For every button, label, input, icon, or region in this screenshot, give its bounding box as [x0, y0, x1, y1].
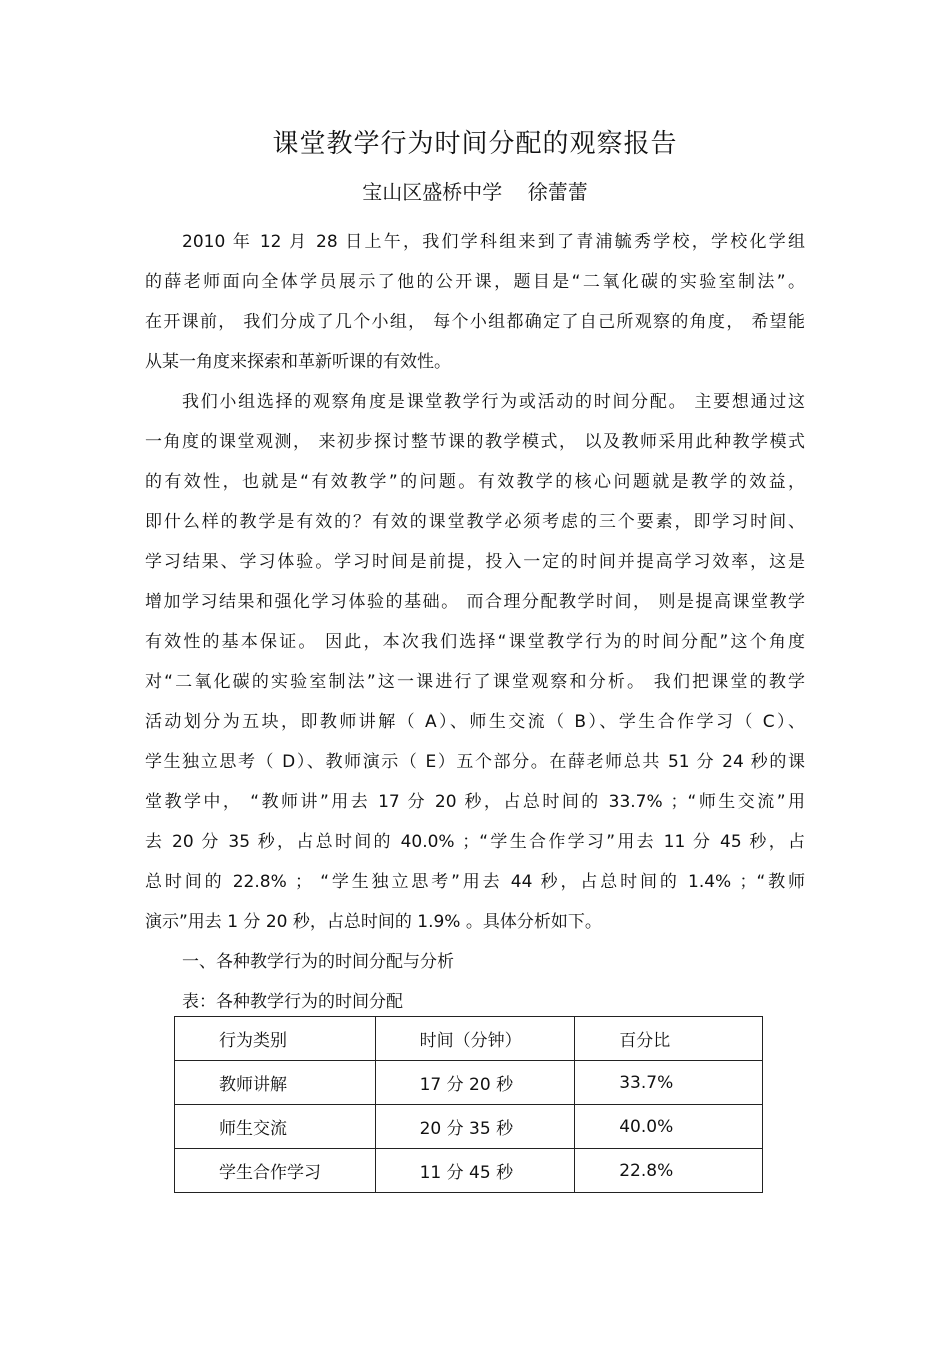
author-byline: 宝山区盛桥中学 徐蕾蕾 — [362, 180, 588, 204]
paragraph-2-line-11: 堂教学中， “教师讲”用去 17 分 20 秒，占总时间的 33.7% ；“师生交流”用 — [145, 792, 805, 812]
table-header-row — [175, 1017, 763, 1061]
paragraph-2-line-4: 即什么样的教学是有效的？有效的课堂教学必须考虑的三个要素，即学习时间、 — [145, 512, 805, 532]
time-allocation-table — [174, 1016, 763, 1193]
paragraph-2-line-6: 增加学习结果和强化学习体验的基础。 而合理分配教学时间， 则是提高课堂教学 — [145, 592, 805, 612]
table-row — [175, 1105, 763, 1149]
paragraph-2-line-14: 演示”用去 1 分 20 秒，占总时间的 1.9% 。具体分析如下。 — [145, 912, 602, 932]
paragraph-2-line-7: 有效性的基本保证。 因此，本次我们选择“课堂教学行为的时间分配”这个角度 — [145, 632, 805, 652]
header-cell-time: 时间（分钟） — [375, 1017, 575, 1061]
paragraph-1-line-1: 2010 年 12 月 28 日上午，我们学科组来到了青浦毓秀学校，学校化学组 — [182, 232, 805, 252]
paragraph-2-line-13: 总时间的 22.8% ； “学生独立思考”用去 44 秒，占总时间的 1.4% ；“教师 — [145, 872, 805, 892]
cell-category: 学生合作学习 — [175, 1149, 376, 1193]
cell-percent: 40.0% — [575, 1105, 763, 1149]
paragraph-2-line-8: 对“二氧化碳的实验室制法”这一课进行了课堂观察和分析。 我们把课堂的教学 — [145, 672, 805, 692]
cell-time: 17 分 20 秒 — [375, 1061, 575, 1105]
cell-time: 20 分 35 秒 — [375, 1105, 575, 1149]
header-cell-percent: 百分比 — [575, 1017, 763, 1061]
cell-time: 11 分 45 秒 — [375, 1149, 575, 1193]
document-title: 课堂教学行为时间分配的观察报告 — [272, 129, 678, 159]
paragraph-2-line-1: 我们小组选择的观察角度是课堂教学行为或活动的时间分配。 主要想通过这 — [182, 392, 805, 412]
paragraph-2-line-5: 学习结果、学习体验。学习时间是前提，投入一定的时间并提高学习效率，这是 — [145, 552, 805, 572]
cell-category: 师生交流 — [175, 1105, 376, 1149]
paragraph-1-line-2: 的薛老师面向全体学员展示了他的公开课，题目是“二氧化碳的实验室制法”。 — [145, 272, 805, 292]
table-caption: 表：各种教学行为的时间分配 — [182, 992, 403, 1012]
paragraph-1-line-4: 从某一角度来探索和革新听课的有效性。 — [145, 352, 451, 372]
paragraph-2-line-10: 学生独立思考（ D）、教师演示（ E）五个部分。在薛老师总共 51 分 24 秒的课 — [145, 752, 805, 772]
cell-category: 教师讲解 — [175, 1061, 376, 1105]
table-row — [175, 1149, 763, 1193]
table-row — [175, 1061, 763, 1105]
header-cell-category: 行为类别 — [175, 1017, 376, 1061]
paragraph-2-line-12: 去 20 分 35 秒，占总时间的 40.0% ；“学生合作学习”用去 11 分 45 秒，占 — [145, 832, 805, 852]
section-heading: 一、各种教学行为的时间分配与分析 — [182, 952, 454, 972]
cell-percent: 22.8% — [575, 1149, 763, 1193]
paragraph-1-line-3: 在开课前， 我们分成了几个小组， 每个小组都确定了自己所观察的角度， 希望能 — [145, 312, 805, 332]
paragraph-2-line-9: 活动划分为五块，即教师讲解（ A）、师生交流（ B）、学生合作学习（ C）、 — [145, 712, 805, 732]
paragraph-2-line-3: 的有效性，也就是“有效教学”的问题。有效教学的核心问题就是教学的效益， — [145, 472, 805, 492]
cell-percent: 33.7% — [575, 1061, 763, 1105]
paragraph-2-line-2: 一角度的课堂观测， 来初步探讨整节课的教学模式， 以及教师采用此种教学模式 — [145, 432, 805, 452]
